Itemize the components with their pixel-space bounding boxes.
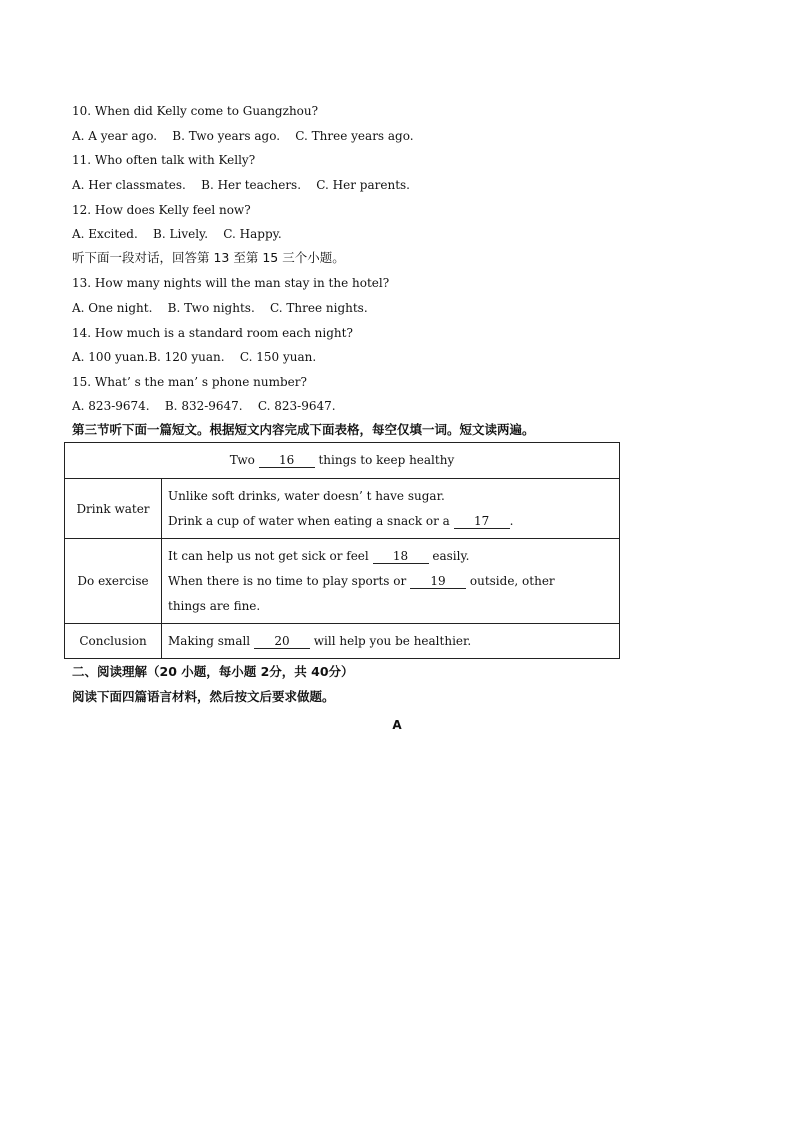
question-13: 13. How many nights will the man stay in the hotel?: [72, 276, 390, 290]
question-14: 14. How much is a standard room each night?: [72, 326, 353, 340]
question-11: 11. Who often talk with Kelly?: [72, 153, 256, 167]
question-10: 10. When did Kelly come to Guangzhou?: [72, 104, 319, 118]
row-label-do-exercise: Do exercise: [65, 539, 162, 624]
dialog-intro: 听下面一段对话，回答第 13 至第 15 三个小题。: [72, 250, 345, 265]
blank-18: 18: [373, 549, 429, 564]
row-label-conclusion: Conclusion: [65, 624, 162, 659]
question-12: 12. How does Kelly feel now?: [72, 203, 251, 217]
options-10: A. A year ago. B. Two years ago. C. Three years ago.: [72, 129, 414, 143]
options-14: A. 100 yuan.B. 120 yuan. C. 150 yuan.: [72, 350, 317, 364]
blank-20: 20: [254, 634, 310, 649]
options-11: A. Her classmates. B. Her teachers. C. Her parents.: [72, 178, 410, 192]
options-15: A. 823-9674. B. 832-9647. C. 823-9647.: [72, 399, 336, 413]
options-12: A. Excited. B. Lively. C. Happy.: [72, 227, 282, 241]
table-header-cell: Two 16 things to keep healthy: [65, 443, 620, 479]
row-content-drink-water: Unlike soft drinks, water doesn’ t have sugar. Drink a cup of water when eating a snack or a 17 .: [162, 479, 620, 539]
passage-label: A: [392, 718, 402, 732]
table-row: [65, 539, 620, 624]
row-content-conclusion: Making small 20 will help you be healthier.: [162, 624, 620, 659]
table-row: [65, 479, 620, 539]
options-13: A. One night. B. Two nights. C. Three nights.: [72, 301, 368, 315]
healthy-things-table: [64, 442, 620, 659]
blank-17: 17: [454, 514, 510, 529]
reading-intro: 阅读下面四篇语言材料，然后按文后要求做题。: [72, 689, 335, 704]
row-label-drink-water: Drink water: [65, 479, 162, 539]
table-header-row: [65, 443, 620, 479]
blank-19: 19: [410, 574, 466, 589]
section3-title: 第三节听下面一篇短文。根据短文内容完成下面表格，每空仅填一词。短文读两遍。: [72, 422, 535, 437]
blank-16: 16: [259, 453, 315, 468]
question-15: 15. What’ s the man’ s phone number?: [72, 375, 307, 389]
table-row: [65, 624, 620, 659]
reading-title: 二、阅读理解（20 小题，每小题 2分，共 40分）: [72, 664, 354, 679]
row-content-do-exercise: It can help us not get sick or feel 18 easily. When there is no time to play sports or 19 outside, other things are fine.: [162, 539, 620, 624]
